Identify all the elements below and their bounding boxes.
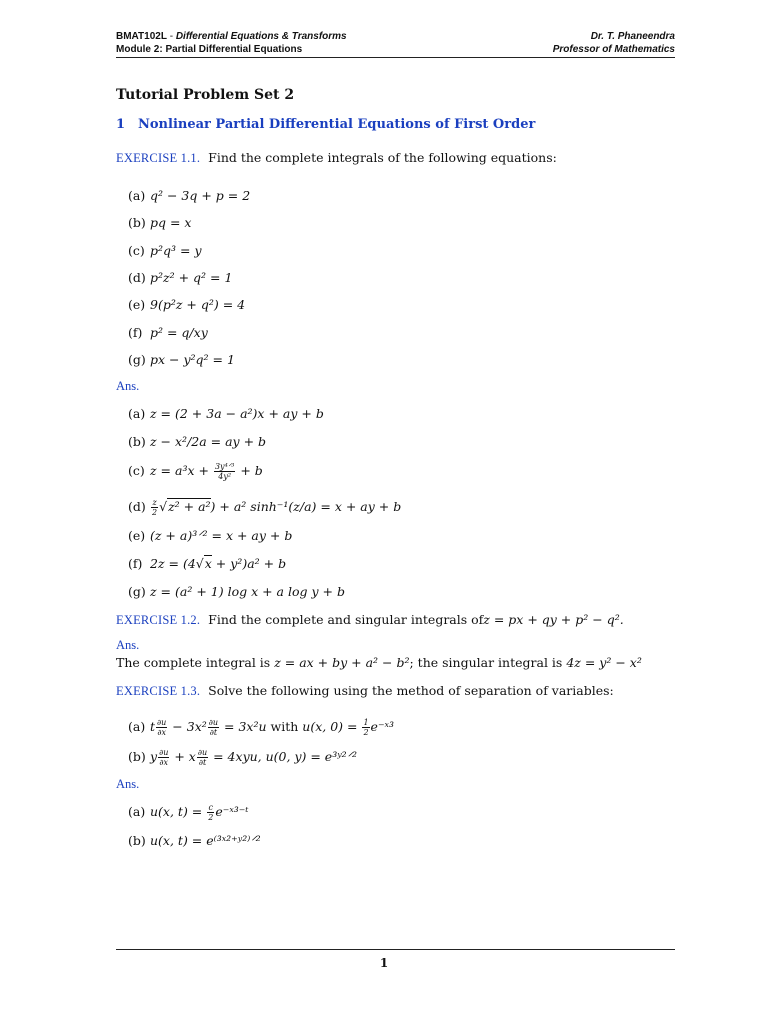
list-item [128, 748, 357, 767]
answer-item [128, 803, 248, 822]
section-number: 1 [116, 117, 126, 132]
equation-part: u(x, 0) = [302, 719, 362, 734]
item-tag: (c) [128, 463, 145, 478]
equation-part: + x [170, 749, 196, 764]
item-tag: (a) [128, 406, 146, 421]
answer-equation: z = ax + by + a² − b² [274, 655, 410, 670]
fraction [362, 718, 369, 737]
fraction [207, 803, 214, 822]
exercise-1-3 [116, 683, 614, 699]
item-tag: (d) [128, 270, 146, 285]
fraction [208, 718, 219, 737]
header-left [116, 30, 347, 56]
equation-part: ) + a² sinh⁻¹(z/a) = x + ay + b [210, 499, 402, 514]
answer-item [128, 462, 263, 481]
fraction [197, 748, 208, 767]
answer-item [128, 584, 345, 599]
item-tag: (b) [128, 215, 146, 230]
header-rule [116, 57, 675, 58]
item-equation: px − y²q² = 1 [150, 352, 235, 367]
item-equation: pq = x [150, 215, 192, 230]
module-title: Module 2: Partial Differential Equations [116, 44, 303, 55]
item-equation: p²q³ = y [150, 243, 202, 258]
fraction [156, 718, 167, 737]
exercise-prompt: Find the complete integrals of the following equations: [208, 150, 557, 165]
item-equation: p²z² + q² = 1 [150, 270, 233, 285]
item-tag: (f) [128, 556, 143, 571]
numerator: c [208, 803, 214, 812]
list-item [128, 352, 235, 367]
item-equation: q² − 3q + p = 2 [150, 188, 251, 203]
item-tag: (f) [128, 325, 143, 340]
denominator: ∂x [157, 728, 166, 737]
exercise-1-1 [116, 150, 557, 166]
fraction [214, 462, 235, 481]
fraction [158, 748, 169, 767]
item-equation: z − x²/2a = ay + b [150, 434, 267, 449]
numerator: ∂u [208, 718, 219, 727]
answer-part: ; the singular integral is [409, 655, 567, 670]
section-title: Nonlinear Partial Differential Equations of First Order [138, 117, 536, 132]
item-equation: u(x, t) = e⁽³ˣ²⁺ʸ²⁾ᐟ² [150, 833, 261, 848]
numerator: ∂u [159, 748, 169, 757]
answer-item: (d) $\frac{z}{2}$ √z² + a²) + a² sinh⁻¹(z/a) = x + ay + b [128, 498, 402, 517]
equation-part: + b [236, 463, 263, 478]
numerator: z [152, 498, 157, 507]
exercise-label: EXERCISE 1.2. [116, 613, 201, 627]
answer-item [128, 833, 261, 848]
item-tag: (b) [128, 833, 146, 848]
list-item [128, 297, 245, 312]
item-tag: (a) [128, 804, 146, 819]
page-number: 1 [379, 956, 389, 970]
list-item [128, 188, 250, 203]
denominator: 2 [208, 813, 214, 822]
list-item [128, 270, 232, 285]
item-equation: z = (2 + 3a − a²)x + ay + b [150, 406, 324, 421]
item-equation: 9(p²z + q²) = 4 [150, 297, 246, 312]
answer-item: (f) 2z = (4√x + y²)a² + b [128, 556, 287, 571]
numerator: ∂u [197, 748, 208, 757]
answer-label: Ans. [116, 379, 140, 393]
answer-equation: 4z = y² − x² [566, 655, 642, 670]
exercise-label: EXERCISE 1.3. [116, 684, 201, 698]
equation-part: y [150, 749, 158, 764]
answer-item [128, 528, 292, 543]
list-item [128, 215, 191, 230]
course-separator: - [166, 31, 176, 42]
list-item [128, 243, 202, 258]
answer-part: The complete integral is [116, 655, 275, 670]
denominator: ∂x [159, 758, 169, 767]
radicand: z² + a² [168, 499, 211, 514]
equation-part: e⁻ˣ³⁻ᵗ [215, 804, 249, 819]
item-tag: (d) [128, 499, 146, 514]
item-tag: (g) [128, 352, 146, 367]
answer-label: Ans. [116, 638, 140, 652]
radicand: x [204, 556, 212, 571]
numerator: 3y⁴ᐟ³ [214, 462, 235, 471]
item-tag: (g) [128, 584, 146, 599]
list-item [128, 718, 394, 737]
equation-part: z = a³x + [150, 463, 213, 478]
section-heading [116, 117, 535, 132]
equation-part: = 4xyu, u(0, y) = e³ʸ²ᐟ² [209, 749, 357, 764]
equation-part: 2z = (4 [150, 556, 196, 571]
exercise-equation: z = px + qy + p² − q². [483, 612, 624, 627]
fraction [151, 498, 158, 517]
answer-item [128, 434, 266, 449]
item-equation: p² = q/xy [150, 325, 208, 340]
item-tag: (e) [128, 528, 146, 543]
denominator: 4y² [218, 472, 232, 481]
course-code: BMAT102L [116, 31, 167, 42]
item-tag: (b) [128, 434, 146, 449]
denominator: 2 [152, 508, 158, 517]
equation-part: u(x, t) = [150, 804, 207, 819]
item-tag: (a) [128, 188, 146, 203]
answer-item [128, 406, 324, 421]
header-right [553, 30, 675, 56]
exercise-1-2 [116, 612, 624, 628]
answer-label: Ans. [116, 777, 140, 791]
equation-word: with [266, 719, 303, 734]
item-tag: (a) [128, 719, 146, 734]
item-tag: (b) [128, 749, 146, 764]
page-title: Tutorial Problem Set 2 [116, 87, 295, 103]
item-equation: (z + a)³ᐟ² = x + ay + b [150, 528, 293, 543]
exercise-prompt: Find the complete and singular integrals of [208, 612, 484, 627]
item-tag: (e) [128, 297, 146, 312]
exercise-prompt: Solve the following using the method of separation of variables: [208, 683, 614, 698]
exercise-label: EXERCISE 1.1. [116, 151, 201, 165]
equation-part: e⁻ˣ³ [370, 719, 394, 734]
equation-part: − 3x² [168, 719, 207, 734]
list-item [128, 325, 208, 340]
footer-rule [116, 949, 675, 950]
equation-part: + y²)a² + b [211, 556, 287, 571]
equation-part: t [150, 719, 156, 734]
author-name: Dr. T. Phaneendra [590, 31, 675, 42]
denominator: ∂t [209, 728, 218, 737]
numerator: ∂u [157, 718, 167, 727]
equation-part: = 3x²u [220, 719, 267, 734]
author-title: Professor of Mathematics [552, 44, 675, 55]
item-tag: (c) [128, 243, 145, 258]
numerator: 1 [363, 718, 369, 727]
course-name: Differential Equations & Transforms [175, 31, 347, 42]
denominator: 2 [363, 728, 369, 737]
answer-text [116, 655, 642, 670]
denominator: ∂t [198, 758, 207, 767]
item-equation: z = (a² + 1) log x + a log y + b [150, 584, 345, 599]
